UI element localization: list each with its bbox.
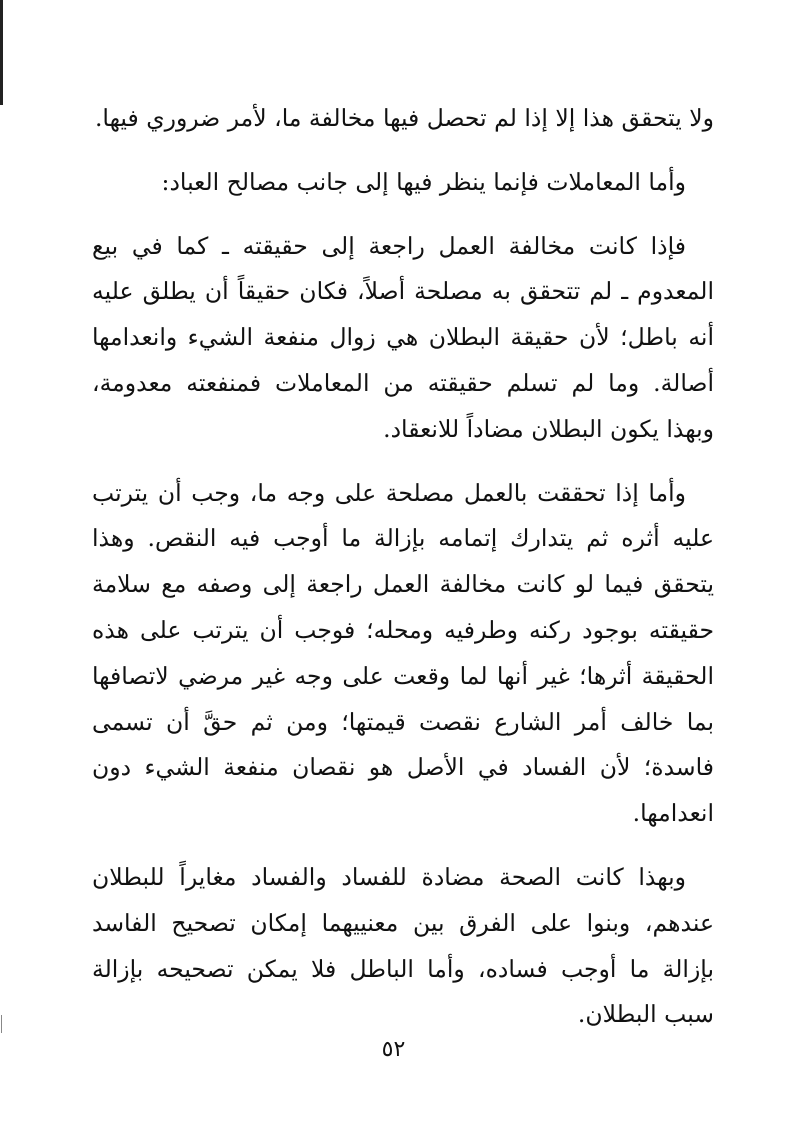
page-number: ٥٢	[381, 1037, 406, 1062]
paragraph-defective-definition: وأما إذا تحققت بالعمل مصلحة على وجه ما، وجب أن يترتب عليه أثره ثم يتدارك إتمامه بإزالة ما أوجب فيه النقص. وهذا يتحقق فيما لو كانت مخالفة العمل راجعة إلى وصفه مع سلامة حقيقته بوجود ركنه وطرفيه ومحله؛ فوجب أن يترتب على هذه الحقيقة أثرها؛ غير أنها لما وقعت على وجه غير مرضي لاتصافها بما خالف أمر الشارع نقصت قيمتها؛ ومن ثم حقَّ أن تسمى فاسدة؛ لأن الفساد في الأصل هو نقصان منفعة الشيء دون انعدامها.	[92, 478, 714, 828]
paragraph-conclusion: وبهذا كانت الصحة مضادة للفساد والفساد مغايراً للبطلان عندهم، وبنوا على الفرق بين معنييهما إمكان تصحيح الفاسد بإزالة ما أوجب فساده، وأما الباطل فلا يمكن تصحيحه بإزالة سبب البطلان.	[92, 862, 714, 1029]
body-text	[92, 96, 714, 1038]
scan-edge-mark	[1, 1015, 2, 1033]
paragraph-continuation: ولا يتحقق هذا إلا إذا لم تحصل فيها مخالفة ما، لأمر ضروري فيها.	[94, 104, 714, 132]
paragraph-void-definition: فإذا كانت مخالفة العمل راجعة إلى حقيقته ـ كما في بيع المعدوم ـ لم تتحقق به مصلحة أصلاً، فكان حقيقاً أن يطلق عليه أنه باطل؛ لأن حقيقة البطلان هي زوال منفعة الشيء وانعدامها أصالة. وما لم تسلم حقيقته من المعاملات فمنفعته معدومة، وبهذا يكون البطلان مضاداً للانعقاد.	[92, 231, 714, 443]
binding-edge-mark	[0, 0, 3, 105]
paragraph-transactions-intro: وأما المعاملات فإنما ينظر فيها إلى جانب مصالح العباد:	[161, 167, 686, 196]
